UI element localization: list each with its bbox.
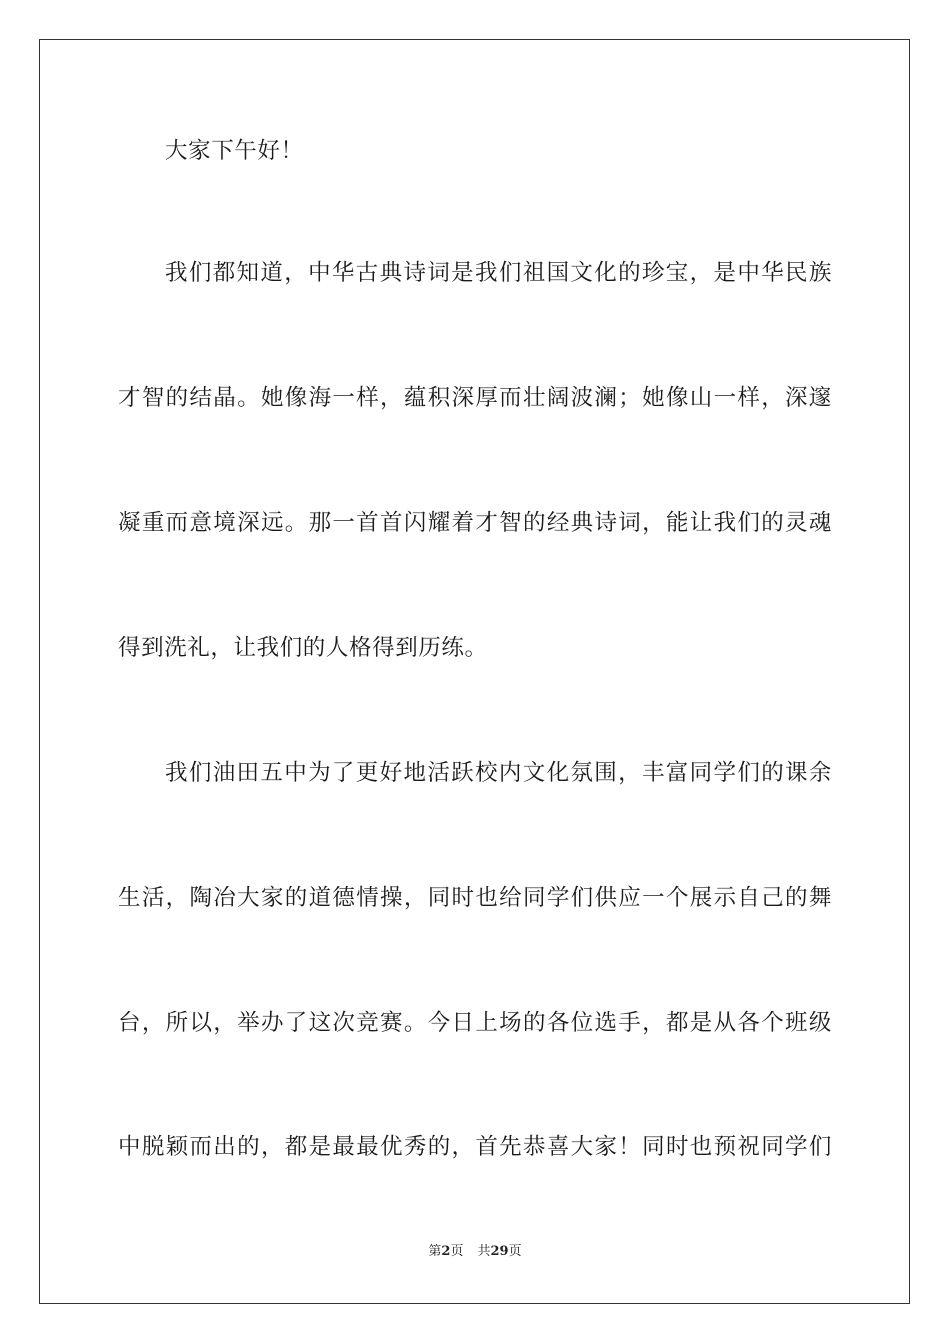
- page-footer: [0, 1243, 950, 1261]
- total-prefix: 共: [477, 1244, 491, 1259]
- page-prefix: 第: [428, 1244, 442, 1259]
- page-number: 2: [441, 1244, 451, 1259]
- paragraph-1-line-4: 得到洗礼，让我们的人格得到历练。: [118, 635, 488, 661]
- paragraph-2-line-2: 生活，陶冶大家的道德情操，同时也给同学们供应一个展示自己的舞: [118, 885, 832, 911]
- greeting-line: 大家下午好！: [165, 138, 304, 164]
- paragraph-2-line-4: 中脱颖而出的，都是最最优秀的，首先恭喜大家！同时也预祝同学们: [118, 1134, 832, 1160]
- page-frame: [39, 39, 910, 1304]
- total-pages: 29: [490, 1244, 509, 1259]
- paragraph-1-line-2: 才智的结晶。她像海一样，蕴积深厚而壮阔波澜；她像山一样，深邃: [118, 385, 832, 411]
- total-suffix: 页: [508, 1244, 522, 1259]
- paragraph-1-line-3: 凝重而意境深远。那一首首闪耀着才智的经典诗词，能让我们的灵魂: [118, 510, 832, 536]
- page-suffix: 页: [450, 1244, 464, 1259]
- paragraph-2-line-1: 我们油田五中为了更好地活跃校内文化氛围，丰富同学们的课余: [165, 760, 832, 786]
- paragraph-2-line-3: 台，所以，举办了这次竞赛。今日上场的各位选手，都是从各个班级: [118, 1010, 832, 1036]
- paragraph-1-line-1: 我们都知道，中华古典诗词是我们祖国文化的珍宝，是中华民族: [165, 260, 832, 286]
